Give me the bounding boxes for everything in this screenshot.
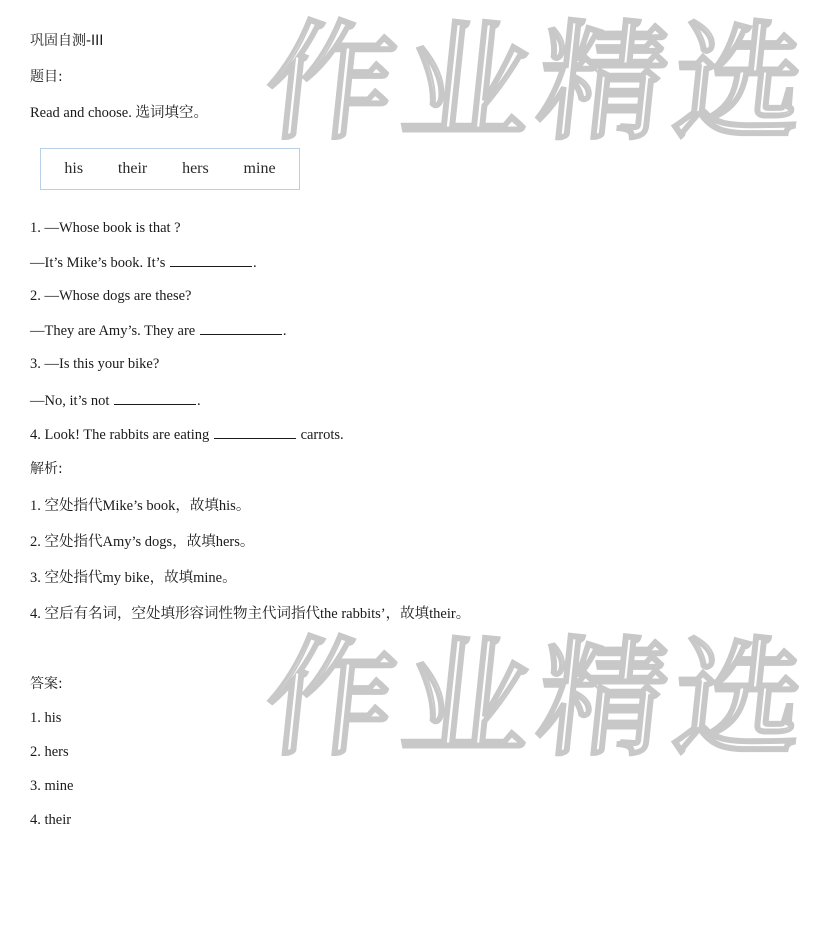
answer-heading: 答案:	[30, 676, 63, 692]
analysis-heading: 解析:	[30, 461, 63, 477]
word-bank-item: his	[64, 160, 84, 177]
blank	[214, 424, 296, 439]
word-bank-item: mine	[243, 160, 276, 177]
analysis-item: 4. 空后有名词，空处填形容词性物主代词指代the rabbits’，故填their。	[30, 606, 471, 622]
question-text: 4. Look! The rabbits are eating	[30, 427, 213, 443]
word-bank-item: hers	[182, 160, 209, 177]
analysis-item: 1. 空处指代Mike’s book，故填his。	[30, 498, 251, 514]
answer-item: 1. his	[30, 710, 62, 726]
question-heading: 题目:	[30, 69, 63, 85]
word-bank-item: their	[117, 160, 148, 177]
question-3: 3. —Is this your bike?	[30, 356, 160, 372]
blank	[200, 320, 282, 335]
instruction: Read and choose. 选词填空。	[30, 105, 208, 121]
answer-item: 3. mine	[30, 778, 74, 794]
analysis-item: 2. 空处指代Amy’s dogs，故填hers。	[30, 534, 255, 550]
question-4	[30, 424, 344, 445]
answer-line-text: —No, it’s not	[30, 393, 113, 409]
answer-line-text: —They are Amy’s. They are	[30, 323, 199, 339]
answer-item: 2. hers	[30, 744, 69, 760]
watermark-top: 作业精选	[258, 9, 819, 158]
answer-line-2	[30, 320, 286, 341]
question-2: 2. —Whose dogs are these?	[30, 288, 192, 304]
analysis-item: 3. 空处指代my bike，故填mine。	[30, 570, 237, 586]
word-bank	[40, 148, 300, 190]
question-end: carrots.	[296, 427, 344, 443]
page-title: 巩固自测-III	[30, 33, 104, 49]
answer-line-text: —It’s Mike’s book. It’s	[30, 255, 169, 271]
answer-line-1	[30, 252, 257, 273]
question-1: 1. —Whose book is that ?	[30, 220, 181, 236]
watermark-bottom: 作业精选	[258, 625, 819, 774]
answer-line-3	[30, 390, 201, 411]
blank	[114, 390, 196, 405]
answer-line-end: .	[282, 323, 287, 339]
blank	[170, 252, 252, 267]
answer-line-end: .	[196, 393, 201, 409]
answer-line-end: .	[252, 255, 257, 271]
answer-item: 4. their	[30, 812, 72, 828]
